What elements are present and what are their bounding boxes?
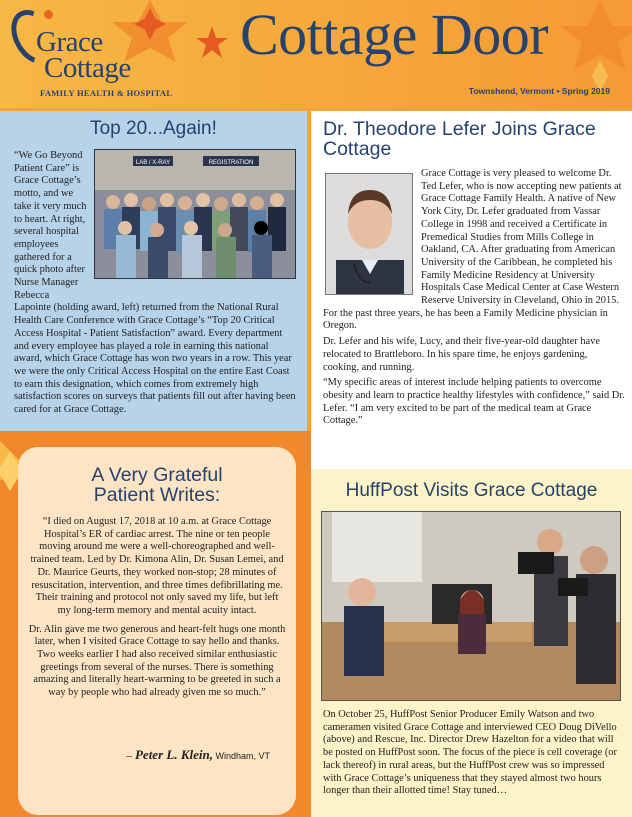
huffpost-body: On October 25, HuffPost Senior Producer Emily Watson and two cameramen visited Grace Cottage and interviewed CEO Doug DiVello (above) and Rescue, Inc. Director Drew Hazelton for a video that will be posted on HuffPost soon. The focus of the piece is cell coverage (or lack thereof) in rural areas, but the HuffPost crew was so impressed with Grace Cottage’s uniqueness that they stayed almost two hours longer than their allotted time! Stay tuned… [323, 709, 617, 797]
top20-body-text: “We Go Beyond Patient Care” is Grace Cottage’s motto, and we take it very much to heart. At right, several hospital employees gathered for a quick photo after Nurse Manager Rebecca Lapointe (holding award, left) returned from the National Rural Health Care Conference with Grace Cottage’s “Top 20 Critical Access Hospital - Patient Satisfaction” award. Every department and every employee has played a role in earning this national award, which Grace Cottage has won two years in a row. This year we were the only Critical Access Hospital on the entire East Coast to earn this designation, which comes from extremely high satisfaction scores on surveys that patients fill out after having been cared for at Grace Cottage. [14, 150, 296, 416]
lefer-headline: Dr. Theodore Lefer Joins Grace Cottage [323, 118, 596, 161]
grateful-paragraph-1: “I died on August 17, 2018 at 10 a.m. at Grace Cottage Hospital’s ER of cardiac arrest. The nine or ten people moving around me were a well-choreographed and well-trained team. Led by Dr. Kimona Alin, Dr. Susan Lemei, and Dr. Maurice Geurts, they worked non-stop; 28 minutes of resuscitation, intervention, and three times defibrillating me. Their training and protocol not only saved my life, but left my long-term memory and mental acuity intact. [30, 516, 284, 616]
huffpost-article [311, 469, 632, 817]
lefer-body [323, 168, 625, 431]
grateful-headline [18, 465, 296, 506]
top20-headline: Top 20...Again! [90, 118, 217, 139]
grateful-headline-line2: Patient Writes: [93, 484, 221, 507]
lefer-paragraph-2: Dr. Lefer and his wife, Lucy, and their five-year-old daughter have relocated to Brattleboro. In his spare time, he enjoys gardening, cooking, and running. [323, 336, 600, 373]
lefer-paragraph-1: Grace Cottage is very pleased to welcome Dr. Ted Lefer, who is now accepting new patients at Grace Cottage Family Health. A native of New York City, Dr. Lefer graduated from Vassar College in 1998 and received a Certificate in Premedical Studies from Mills College in Oakland, CA. After graduating from American University of the Caribbean, he completed his Family Medicine Residency at University Hospitals Case Medical Center at Case Western Reserve University in Cleveland, Ohio in 2015. For the past three years, he has been a Family Medicine physician in Oregon. [323, 168, 622, 332]
grateful-paragraph-2: Dr. Alin gave me two generous and heart-felt hugs one month later, when I visited Grace Cottage to say hello and thanks. Two weeks earlier I had also received similar enthusiastic greetings from several of the nurses. There is something amazing and literally heart-warming to be greeted in such a way by people who had already given me so much.” [28, 623, 286, 699]
signature-location: Windham, VT [212, 751, 270, 761]
signature-name: Peter L. Klein, [134, 747, 213, 762]
grace-cottage-logo [14, 8, 189, 96]
signature-dash: – [125, 748, 135, 762]
logo-text-grace: Grace [36, 26, 103, 58]
photo-sign-lab: LAB / X-RAY [135, 160, 171, 166]
top20-body [14, 150, 298, 417]
logo-text-cottage: Cottage [44, 52, 131, 84]
interview-photo-illustration [322, 512, 621, 701]
newsletter-title: Cottage Door [240, 2, 549, 67]
top20-article [0, 111, 307, 431]
lefer-paragraph-3: “My specific areas of interest include helping patients to overcome obesity and learn to practice healthy lifestyles with confidence,” said Dr. Lefer. “I am very excited to be part of the medical team at Grace Cottage.” [323, 377, 625, 427]
masthead-header [0, 0, 632, 108]
signature [126, 747, 270, 763]
grateful-body [28, 516, 286, 706]
lefer-article [311, 111, 632, 469]
logo-tagline: FAMILY HEALTH & HOSPITAL [40, 88, 173, 98]
huffpost-headline: HuffPost Visits Grace Cottage [345, 480, 598, 501]
grateful-headline-line1: A Very Grateful [91, 464, 223, 486]
huffpost-interview-photo [321, 511, 621, 701]
issue-line: Townshend, Vermont • Spring 2019 [468, 86, 610, 96]
grateful-patient-article [18, 447, 296, 815]
photo-sign-registration: REGISTRATION [208, 160, 254, 166]
logo-dot-icon [44, 10, 53, 19]
